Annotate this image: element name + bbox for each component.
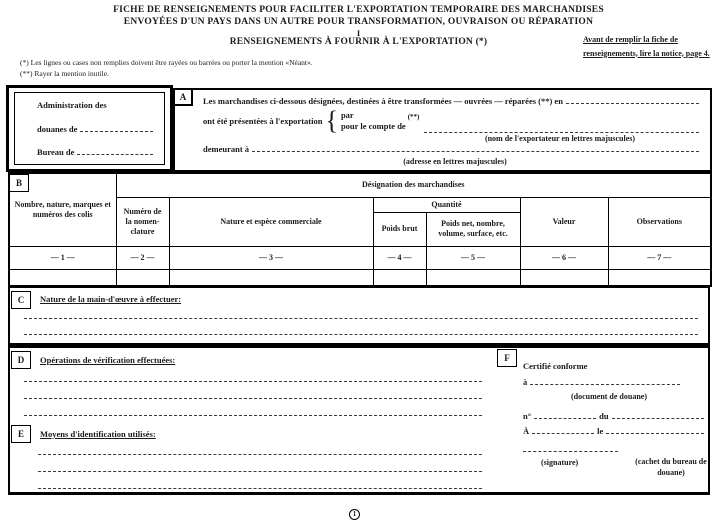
field-lieu[interactable] <box>532 433 594 434</box>
field-exportateur-adresse[interactable] <box>252 151 699 152</box>
col5-header: Poids net, nombre, volume, surface, etc. <box>426 212 520 246</box>
f-a-prefix: à <box>523 377 528 387</box>
col3-header: Nature et espèce commerciale <box>169 197 373 246</box>
field-identification-line3[interactable] <box>38 488 482 489</box>
field-document-douane[interactable] <box>530 384 680 385</box>
section-f-label: F <box>497 349 517 367</box>
section-a-brace-intro: ont été présentées à l'exportation <box>203 116 323 126</box>
field-verification-line1[interactable] <box>24 381 482 382</box>
admin-douanes-label: douanes de <box>37 123 78 134</box>
section-d-label: D <box>11 351 31 369</box>
f-du-prefix: du <box>599 411 609 421</box>
part-numeral: I <box>356 28 361 38</box>
customs-admin-box <box>6 85 173 172</box>
col7-header: Observations <box>608 197 711 246</box>
empty-cell-7[interactable] <box>608 269 711 286</box>
goods-table <box>8 172 710 285</box>
part-subtitle: RENSEIGNEMENTS À FOURNIR À L'EXPORTATION (*) <box>229 37 488 47</box>
certifie-conforme-heading: Certifié conforme <box>523 361 588 371</box>
section-a-line1: Les marchandises ci-dessous désignées, destinées à être transformées — ouvrées — réparées (**) en <box>203 96 563 106</box>
circled-page-number: 1 <box>349 509 360 520</box>
field-main-doeuvre-line1[interactable] <box>24 318 698 319</box>
col-number-3: — 3 — <box>169 246 373 269</box>
field-douanes-de[interactable] <box>80 131 153 132</box>
col4-header: Poids brut <box>373 212 426 246</box>
field-document-numero[interactable] <box>534 418 596 419</box>
exporter-name-caption: (nom de l'exportateur en lettres majuscules) <box>484 134 636 143</box>
brace-options <box>341 110 406 133</box>
col-number-2: — 2 — <box>116 246 169 269</box>
section-c-box <box>8 285 710 345</box>
customs-admin-inner <box>14 92 165 165</box>
empty-cell-1[interactable] <box>9 269 116 286</box>
field-verification-line3[interactable] <box>24 415 482 416</box>
option-par: par <box>340 109 354 120</box>
col2-header: Numéro de la nomenclature <box>116 197 169 246</box>
form-title-line1: FICHE DE RENSEIGNEMENTS POUR FACILITER L'EXPORTATION TEMPORAIRE DES MARCHANDISES <box>113 5 604 15</box>
quantite-header: Quantité <box>373 197 520 212</box>
stamp-caption: (cachet du bureau de douane) <box>635 457 707 478</box>
admin-bureau-label: Bureau de <box>37 147 75 157</box>
col-number-6: — 6 — <box>520 246 608 269</box>
option-pour-le-compte-de: pour le compte de <box>340 121 406 131</box>
document-douane-caption: (document de douane) <box>570 392 647 401</box>
col-number-1: — 1 — <box>9 246 116 269</box>
address-caption: (adresse en lettres majuscules) <box>403 157 507 166</box>
f-place-prefix: À <box>523 426 530 436</box>
section-e-heading: Moyens d'identification utilisés: <box>40 429 156 439</box>
empty-cell-4[interactable] <box>373 269 426 286</box>
section-b-label: B <box>9 174 29 192</box>
empty-cell-5[interactable] <box>426 269 520 286</box>
designation-header: Désignation des marchandises <box>116 173 711 197</box>
col1-header: Nombre, nature, marques et numéros des colis <box>9 173 116 246</box>
f-le-prefix: le <box>597 426 604 436</box>
f-numero-prefix: n° <box>523 411 532 421</box>
field-main-doeuvre-line2[interactable] <box>24 334 698 335</box>
field-date[interactable] <box>606 433 704 434</box>
section-c-heading: Nature de la main-d'œuvre à effectuer: <box>40 294 182 304</box>
section-a-label: A <box>173 88 193 106</box>
section-a-box <box>173 88 712 172</box>
goods-table-grid <box>8 172 712 287</box>
col-number-7: — 7 — <box>608 246 711 269</box>
form-title <box>0 4 717 29</box>
field-verification-line2[interactable] <box>24 398 482 399</box>
notice-text: Avant de remplir la fiche de renseignements, lire la notice, page 4. <box>583 35 710 58</box>
field-document-date[interactable] <box>612 418 704 419</box>
footnotes <box>20 57 580 80</box>
section-d-heading: Opérations de vérification effectuées: <box>40 355 176 365</box>
col-number-4: — 4 — <box>373 246 426 269</box>
field-identification-line2[interactable] <box>38 471 482 472</box>
field-signature[interactable] <box>523 451 618 452</box>
empty-cell-6[interactable] <box>520 269 608 286</box>
brace-glyph: { <box>325 106 338 135</box>
form-title-line2: ENVOYÉES D'UN PAYS DANS UN AUTRE POUR TRANSFORMATION, OUVRAISON OU RÉPARATION <box>123 17 594 28</box>
empty-cell-3[interactable] <box>169 269 373 286</box>
page-number-marker <box>349 503 360 521</box>
sections-def-box <box>8 345 710 495</box>
col6-header: Valeur <box>520 197 608 246</box>
empty-cell-2[interactable] <box>116 269 169 286</box>
col-number-5: — 5 — <box>426 246 520 269</box>
signature-caption: (signature) <box>541 458 579 467</box>
field-pays-destination[interactable] <box>566 103 699 104</box>
field-bureau-de[interactable] <box>77 154 153 155</box>
section-e-label: E <box>11 425 31 443</box>
field-identification-line1[interactable] <box>38 454 482 455</box>
footnote-2: (**) Rayer la mention inutile. <box>20 69 109 79</box>
admin-line1: Administration des <box>37 100 107 110</box>
double-asterisk-note: (**) <box>407 113 420 121</box>
section-c-label: C <box>11 291 31 309</box>
footnote-1: (*) Les lignes ou cases non remplies doivent être rayées ou barrées ou porter la mention «Néant». <box>20 58 313 67</box>
section-f-content <box>515 356 715 494</box>
section-a-line3: demeurant à <box>203 144 250 154</box>
field-exportateur-nom[interactable] <box>424 132 699 133</box>
